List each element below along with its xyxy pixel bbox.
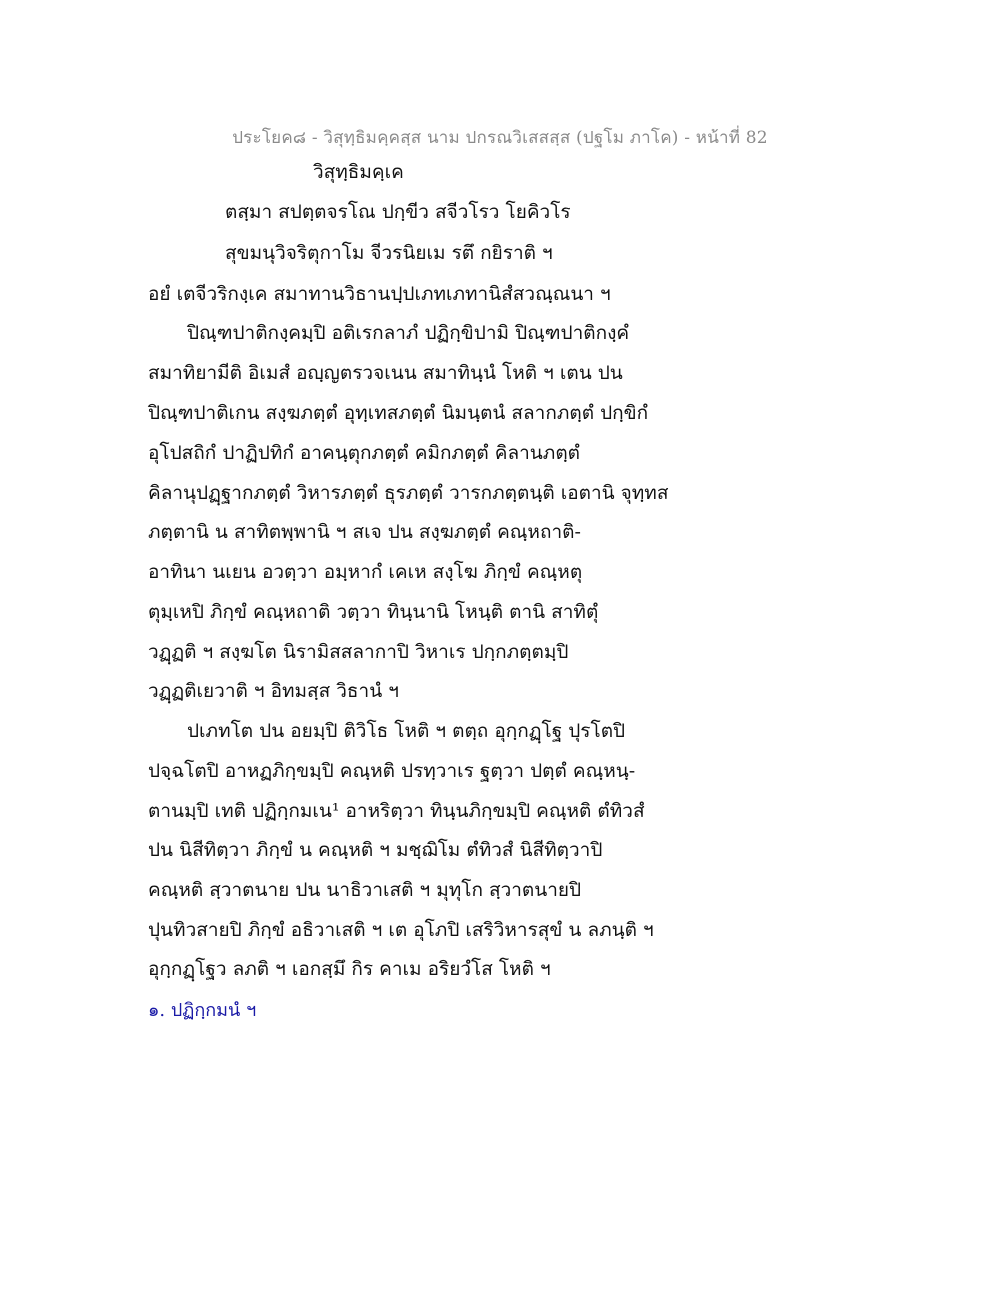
body-line: อาทินา นเยน อวตฺวา อมฺหากํ เคเห สงฺโฆ ภิกฺขํ คณฺหตุ	[148, 561, 583, 583]
body-line: ปุนทิวสายปิ ภิกฺขํ อธิวาเสติ ฯ เต อุโภปิ เสริวิหารสุขํ น ลภนฺติ ฯ	[148, 919, 654, 941]
body-line: อุโปสถิกํ ปาฏิปทิกํ อาคนฺตุกภตฺตํ คมิกภตฺตํ คิลานภตฺตํ	[148, 442, 580, 464]
body-line: คิลานุปฏฺฐากภตฺตํ วิหารภตฺตํ ธุรภตฺตํ วารกภตฺตนฺติ เอตานิ จุทฺทส	[148, 482, 669, 504]
verse-line: ตสฺมา สปตฺตจรโณ ปกฺขีว สจีวโรว โยคิวโร	[225, 201, 571, 223]
footnote: ๑. ปฏิกฺกมนํ ฯ	[148, 1000, 257, 1021]
body-line: อุกฺกฏฺโฐว ลภติ ฯ เอกสฺมึ กิร คาเม อริยวํโส โหติ ฯ	[148, 958, 551, 980]
body-line: ปน นิสีทิตฺวา ภิกฺขํ น คณฺหติ ฯ มชฺฌิโม ตํทิวสํ นิสีทิตฺวาปิ	[148, 839, 603, 861]
verse-line: สุขมนุวิจริตุกาโม จีวรนิยเม รตึ กยิราติ ฯ	[225, 242, 553, 264]
body-line: ปิณฺฑปาติเกน สงฺฆภตฺตํ อุทฺเทสภตฺตํ นิมนฺตนํ สลากภตฺตํ ปกฺขิกํ	[148, 402, 649, 424]
body-line: อยํ เตจีวริกงฺเค สมาทานวิธานปฺปเภทเภทานิสํสวณฺณนา ฯ	[148, 283, 611, 305]
body-line: ตานมฺปิ เทติ ปฏิกฺกมเน¹ อาหริตฺวา ทินฺนภิกฺขมฺปิ คณฺหติ ตํทิวสํ	[148, 800, 645, 822]
body-line: วฏฺฏติ ฯ สงฺฆโต นิรามิสสลากาปิ วิหาเร ปกฺกภตฺตมฺปิ	[148, 641, 569, 663]
body-line: ตุมฺเหปิ ภิกฺขํ คณฺหถาติ วตฺวา ทินฺนานิ โหนฺติ ตานิ สาทิตุํ	[148, 601, 599, 623]
body-line: ภตฺตานิ น สาทิตพฺพานิ ฯ สเจ ปน สงฺฆภตฺตํ คณฺหถาติ-	[148, 521, 581, 543]
body-line: ปจฺฉโตปิ อาหฏภิกฺขมฺปิ คณฺหติ ปรทฺวาเร ฐตฺวา ปตฺตํ คณฺหนฺ-	[148, 760, 636, 782]
body-line: ปเภทโต ปน อยมฺปิ ติวิโธ โหติ ฯ ตตฺถ อุกฺกฏฺโฐ ปุรโตปิ	[187, 720, 626, 742]
body-line: สมาทิยามีติ อิเมสํ อญฺญตรวจเนน สมาทินฺนํ โหติ ฯ เตน ปน	[148, 362, 623, 384]
body-line: ปิณฺฑปาติกงฺคมฺปิ อติเรกลาภํ ปฏิกฺขิปามิ ปิณฺฑปาติกงฺคํ	[187, 322, 630, 344]
body-line: วฏฺฏติเยวาติ ฯ อิทมสฺส วิธานํ ฯ	[148, 680, 399, 702]
body-line: คณฺหติ สฺวาตนาย ปน นาธิวาเสติ ฯ มุทุโก สฺวาตนายปิ	[148, 879, 582, 901]
section-title: วิสุทฺธิมคฺเค	[313, 161, 404, 183]
running-header: ประโยค๘ - วิสุทฺธิมคฺคสฺส นาม ปกรณวิเสสสฺส (ปฐโม ภาโค) - หน้าที่ 82	[232, 128, 768, 148]
